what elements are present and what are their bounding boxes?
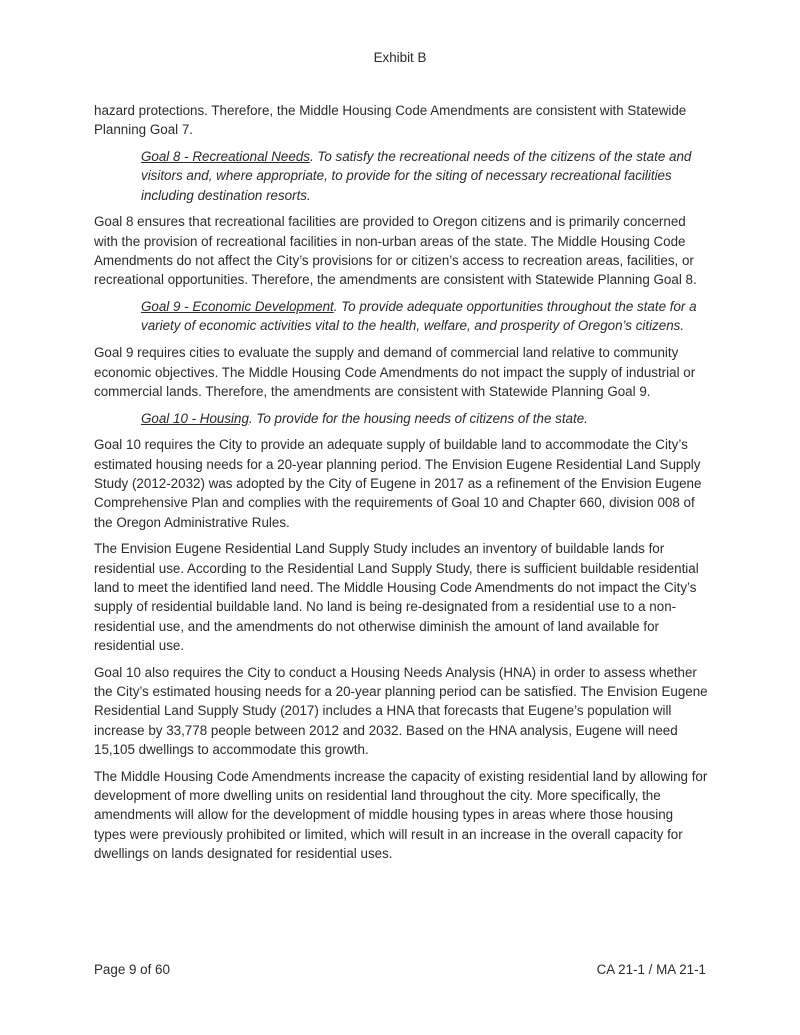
goal-9-statement [141,297,704,336]
paragraph-goal8-finding: Goal 8 ensures that recreational facilities are provided to Oregon citizens and is primarily concerned with the provision of recreational facilities in non-urban areas of the state. The Middle Housing Code Amendments do not affect the City’s provisions for or citizen’s access to recreation areas, facilities, or recreational opportunities. Therefore, the amendments are consistent with Statewide Planning Goal 8. [94,214,697,288]
case-number: CA 21-1 / MA 21-1 [596,962,706,977]
page-body [94,101,708,871]
page-number: Page 9 of 60 [94,962,170,977]
page-header: Exhibit B [373,50,427,65]
goal-9-text: . To provide adequate opportunities throughout the state for a variety of economic activities vital to the health, welfare, and prosperity of Oregon’s citizens. [141,299,697,334]
paragraph-goal9-finding: Goal 9 requires cities to evaluate the supply and demand of commercial land relative to community economic objectives. The Middle Housing Code Amendments do not impact the supply of industrial or commercial lands. Therefore, the amendments are consistent with Statewide Planning Goal 9. [94,345,696,399]
goal-8-text: . To satisfy the recreational needs of the citizens of the state and visitors and, where appropriate, to provide for the siting of necessary recreational facilities including destination resorts. [141,149,692,203]
paragraph-goal10-requirement: Goal 10 requires the City to provide an adequate supply of buildable land to accommodate the City’s estimated housing needs for a 20-year planning period. The Envision Eugene Residential Land Supply Study (2012-2032) was adopted by the City of Eugene in 2017 as a refinement of the Envision Eugene Comprehensive Plan and complies with the requirements of Goal 10 and Chapter 660, division 008 of the Oregon Administrative Rules. [94,437,702,530]
goal-8-statement [141,147,704,205]
paragraph-land-supply-study: The Envision Eugene Residential Land Supply Study includes an inventory of buildable lands for residential use. According to the Residential Land Supply Study, there is sufficient buildable residential land to meet the identified land need. The Middle Housing Code Amendments do not impact the City’s supply of residential buildable land. No land is being re-designated from a residential use to a non-residential use, and the amendments do not otherwise diminish the amount of land available for residential use. [94,541,699,653]
goal-10-text: . To provide for the housing needs of citizens of the state. [248,410,588,426]
goal-10-title: Goal 10 - Housing [141,410,249,426]
paragraph-goal7-conclusion: hazard protections. Therefore, the Middle Housing Code Amendments are consistent with Statewide Planning Goal 7. [94,103,687,138]
goal-9-title: Goal 9 - Economic Development [141,299,334,315]
goal-10-statement [141,409,704,428]
paragraph-capacity-increase: The Middle Housing Code Amendments increase the capacity of existing residential land by allowing for development of more dwelling units on residential land throughout the city. More specifically, the amendments will allow for the development of middle housing types in areas where those housing types were previously prohibited or limited, which will result in an increase in the overall capacity for dwellings on lands designated for residential uses. [94,768,708,861]
paragraph-housing-needs-analysis: Goal 10 also requires the City to conduct a Housing Needs Analysis (HNA) in order to assess whether the City’s estimated housing needs for a 20-year planning period can be satisfied. The Envision Eugene Residential Land Supply Study (2017) includes a HNA that forecasts that Eugene’s population will increase by 33,778 people between 2012 and 2032. Based on the HNA analysis, Eugene will need 15,105 dwellings to accommodate this growth. [94,664,708,757]
goal-8-title: Goal 8 - Recreational Needs [141,149,310,165]
